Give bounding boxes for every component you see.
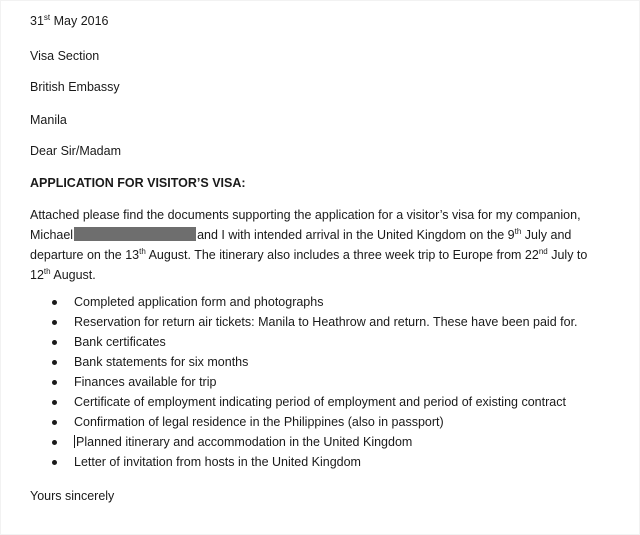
list-item: Finances available for trip bbox=[30, 372, 578, 392]
text-cursor bbox=[74, 435, 75, 448]
subject-heading: APPLICATION FOR VISITOR’S VISA: bbox=[30, 176, 246, 190]
list-item: Confirmation of legal residence in the Philippines (also in passport) bbox=[30, 412, 578, 432]
recipient-line-3: Manila bbox=[30, 113, 67, 127]
list-item[interactable]: Planned itinerary and accommodation in the United Kingdom bbox=[30, 432, 578, 452]
recipient-line-1: Visa Section bbox=[30, 49, 100, 63]
list-item: Letter of invitation from hosts in the United Kingdom bbox=[30, 452, 578, 472]
list-item: Bank statements for six months bbox=[30, 352, 578, 372]
list-item: Completed application form and photographs bbox=[30, 292, 578, 312]
document-list bbox=[30, 292, 578, 472]
list-item: Bank certificates bbox=[30, 332, 578, 352]
body-line-2: Michael and I with intended arrival in the United Kingdom on the 9th July and bbox=[30, 226, 572, 242]
body-line-4: 12th August. bbox=[30, 266, 96, 282]
list-item: Reservation for return air tickets: Manila to Heathrow and return. These have been paid for. bbox=[30, 312, 578, 332]
letter-date: 31st May 2016 bbox=[30, 12, 109, 28]
body-paragraph bbox=[30, 205, 610, 285]
recipient-line-2: British Embassy bbox=[30, 80, 120, 94]
closing: Yours sincerely bbox=[30, 489, 115, 503]
redaction-box bbox=[74, 227, 196, 241]
list-item: Certificate of employment indicating period of employment and period of existing contract bbox=[30, 392, 578, 412]
salutation: Dear Sir/Madam bbox=[30, 144, 121, 158]
body-line-1: Attached please find the documents supporting the application for a visitor’s visa for my companion, bbox=[30, 208, 581, 222]
body-line-3: departure on the 13th August. The itinerary also includes a three week trip to Europe from 22nd July to bbox=[30, 246, 588, 262]
